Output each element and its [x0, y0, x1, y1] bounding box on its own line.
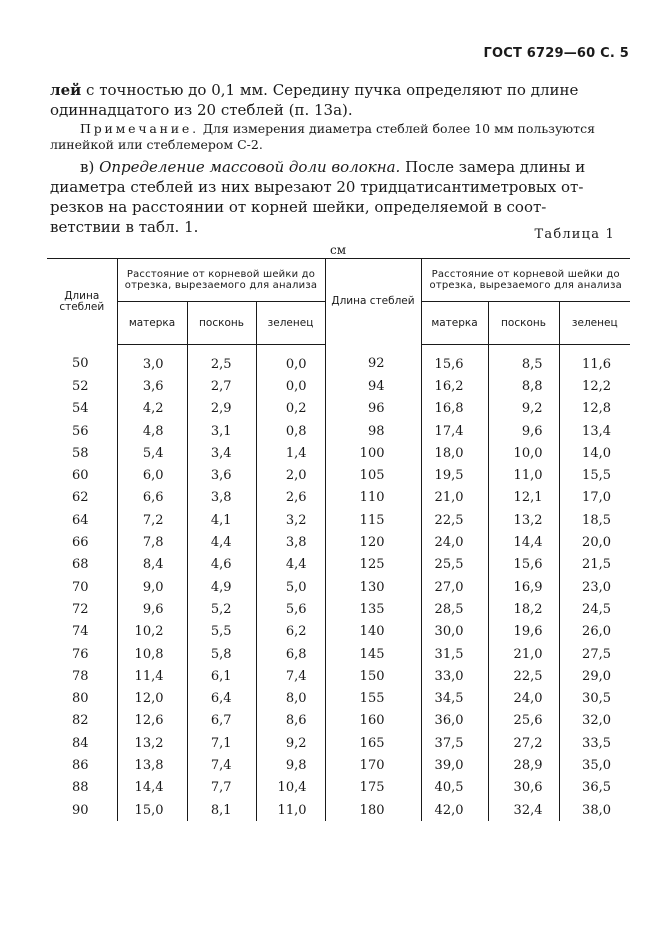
table-cell: 10,4 [256, 777, 325, 799]
table-row [47, 799, 630, 821]
table-cell: 32,4 [488, 799, 559, 821]
header-group-right: Расстояние от корневой шейки до отрезка, вырезаемого для анализа [421, 259, 630, 302]
table-cell: 70 [71, 579, 89, 595]
table-cell: 7,1 [187, 732, 256, 754]
table-cell: 12,6 [117, 710, 187, 732]
table-cell: 125 [325, 554, 421, 576]
table-row [47, 554, 630, 576]
table-cell: 3,6 [117, 375, 187, 397]
table-cell: 64 [71, 512, 89, 528]
note-label: Примечание. [80, 121, 199, 136]
table-cell: 60 [71, 468, 89, 484]
table-cell: 19,6 [488, 621, 559, 643]
table-cell: 34,5 [421, 687, 488, 709]
table-cell: 115 [325, 509, 421, 531]
table-cell: 105 [325, 464, 421, 486]
table-cell: 145 [325, 643, 421, 665]
table-cell: 23,0 [559, 576, 630, 598]
paragraph-2-prefix: в) [80, 158, 95, 176]
table-row [47, 643, 630, 665]
paragraph-2-line4: ветствии в табл. 1. [50, 218, 199, 236]
table-row [47, 375, 630, 397]
table-label: Таблица 1 [534, 227, 615, 242]
table-cell: 24,5 [559, 598, 630, 620]
table-cell: 150 [325, 665, 421, 687]
table-row [47, 464, 630, 486]
table-cell: 25,5 [421, 554, 488, 576]
table-cell: 14,4 [488, 531, 559, 553]
table-cell: 7,7 [187, 777, 256, 799]
table-cell: 21,0 [488, 643, 559, 665]
paragraph-2-line1: После замера длины и [405, 158, 586, 176]
table-cell: 10,8 [117, 643, 187, 665]
table-cell: 98 [325, 420, 421, 442]
table-cell: 3,2 [256, 509, 325, 531]
table-cell: 33,0 [421, 665, 488, 687]
table-cell: 22,5 [421, 509, 488, 531]
table-cell: 8,4 [117, 554, 187, 576]
table-cell: 170 [325, 754, 421, 776]
table-cell: 8,5 [488, 345, 559, 376]
table-cell: 160 [325, 710, 421, 732]
table-cell: 3,8 [187, 487, 256, 509]
table-cell: 2,0 [256, 464, 325, 486]
table-cell: 3,6 [187, 464, 256, 486]
table-cell: 9,6 [117, 598, 187, 620]
table-cell: 5,4 [117, 442, 187, 464]
table-cell: 7,8 [117, 531, 187, 553]
table-cell: 100 [325, 442, 421, 464]
table-cell: 74 [71, 624, 89, 640]
table-cell: 58 [71, 445, 89, 461]
table-cell: 17,4 [421, 420, 488, 442]
table-row [47, 621, 630, 643]
table-cell: 18,5 [559, 509, 630, 531]
table-cell: 28,9 [488, 754, 559, 776]
table-cell: 86 [71, 757, 89, 773]
table-cell: 0,8 [256, 420, 325, 442]
table-cell: 12,0 [117, 687, 187, 709]
table-cell: 31,5 [421, 643, 488, 665]
table-cell: 4,9 [187, 576, 256, 598]
table-cell: 14,4 [117, 777, 187, 799]
table-cell: 39,0 [421, 754, 488, 776]
table-cell: 92 [325, 345, 421, 376]
table-cell: 11,6 [559, 345, 630, 376]
table-cell: 72 [71, 601, 89, 617]
header-poskon-right: посконь [488, 302, 559, 345]
table-cell: 66 [71, 535, 89, 551]
table-cell: 13,2 [117, 732, 187, 754]
table-cell: 38,0 [559, 799, 630, 821]
table-row [47, 442, 630, 464]
table-row [47, 576, 630, 598]
table-cell: 130 [325, 576, 421, 598]
table-cell: 15,0 [117, 799, 187, 821]
table-cell: 11,0 [488, 464, 559, 486]
table-cell: 4,6 [187, 554, 256, 576]
table-cell: 5,8 [187, 643, 256, 665]
header-materka-left: матерка [117, 302, 187, 345]
header-zelenets-left: зеленец [256, 302, 325, 345]
table-cell: 62 [71, 490, 89, 506]
table-cell: 3,4 [187, 442, 256, 464]
table-row [47, 509, 630, 531]
table-cell: 19,5 [421, 464, 488, 486]
table-body [47, 345, 630, 822]
table-cell: 2,7 [187, 375, 256, 397]
table-cell: 16,8 [421, 398, 488, 420]
table-cell: 4,4 [256, 554, 325, 576]
table-cell: 56 [71, 423, 89, 439]
header-group-left: Расстояние от корневой шейки до отрезка, вырезаемого для анализа [117, 259, 325, 302]
table-cell: 42,0 [421, 799, 488, 821]
table-cell: 27,5 [559, 643, 630, 665]
paragraph-2-line3: резков на расстоянии от корней шейки, определяемой в соот- [50, 198, 547, 216]
table-cell: 13,8 [117, 754, 187, 776]
table-cell: 5,6 [256, 598, 325, 620]
paragraph-2-line2: диаметра стеблей из них вырезают 20 тридцатисантиметровых от- [50, 178, 584, 196]
table-row [47, 777, 630, 799]
table-cell: 33,5 [559, 732, 630, 754]
table-cell: 7,4 [187, 754, 256, 776]
data-table [47, 258, 630, 821]
table-cell: 68 [71, 557, 89, 573]
table-row [47, 420, 630, 442]
table-cell: 32,0 [559, 710, 630, 732]
table-cell: 90 [71, 802, 89, 818]
table-row [47, 531, 630, 553]
table-cell: 6,7 [187, 710, 256, 732]
table-cell: 50 [71, 356, 89, 372]
table-cell: 9,2 [488, 398, 559, 420]
table-cell: 15,5 [559, 464, 630, 486]
table-cell: 24,0 [488, 687, 559, 709]
table-cell: 12,2 [559, 375, 630, 397]
table-cell: 155 [325, 687, 421, 709]
paragraph-1-line1: с точностью до 0,1 мм. Середину пучка определяют по длине [86, 81, 579, 99]
note-line2: линейкой или стеблемером С-2. [50, 137, 263, 152]
table-cell: 30,5 [559, 687, 630, 709]
table-cell: 21,5 [559, 554, 630, 576]
table-row [47, 732, 630, 754]
paragraph-1 [50, 80, 630, 120]
table-cell: 4,1 [187, 509, 256, 531]
table-cell: 10,0 [488, 442, 559, 464]
table-cell: 165 [325, 732, 421, 754]
table-cell: 52 [71, 378, 89, 394]
table-cell: 27,2 [488, 732, 559, 754]
table-cell: 37,5 [421, 732, 488, 754]
document-header: ГОСТ 6729—60 С. 5 [483, 46, 629, 61]
table-row [47, 710, 630, 732]
paragraph-2 [50, 157, 630, 237]
table-cell: 140 [325, 621, 421, 643]
table-row [47, 487, 630, 509]
header-materka-right: матерка [421, 302, 488, 345]
table-cell: 35,0 [559, 754, 630, 776]
header-length-left: Длина стеблей [47, 259, 117, 345]
table-cell: 36,0 [421, 710, 488, 732]
table-cell: 0,2 [256, 398, 325, 420]
table-cell: 6,6 [117, 487, 187, 509]
table-cell: 8,1 [187, 799, 256, 821]
table-cell: 80 [71, 691, 89, 707]
table-cell: 3,0 [117, 345, 187, 376]
table-row [47, 345, 630, 376]
table-cell: 17,0 [559, 487, 630, 509]
table-cell: 28,5 [421, 598, 488, 620]
table-cell: 9,0 [117, 576, 187, 598]
table-cell: 4,8 [117, 420, 187, 442]
table-cell: 26,0 [559, 621, 630, 643]
table-cell: 135 [325, 598, 421, 620]
table-cell: 8,6 [256, 710, 325, 732]
table-cell: 0,0 [256, 375, 325, 397]
table-cell: 88 [71, 780, 89, 796]
table-cell: 18,2 [488, 598, 559, 620]
table-cell: 120 [325, 531, 421, 553]
paragraph-1-line2: одиннадцатого из 20 стеблей (п. 13а). [50, 101, 353, 119]
table-cell: 180 [325, 799, 421, 821]
table-cell: 82 [71, 713, 89, 729]
table-cell: 8,8 [488, 375, 559, 397]
table-cell: 21,0 [421, 487, 488, 509]
table-cell: 29,0 [559, 665, 630, 687]
table-cell: 6,4 [187, 687, 256, 709]
table-cell: 3,8 [256, 531, 325, 553]
table-cell: 20,0 [559, 531, 630, 553]
table-cell: 13,4 [559, 420, 630, 442]
table-cell: 25,6 [488, 710, 559, 732]
table-cell: 54 [71, 401, 89, 417]
table-cell: 13,2 [488, 509, 559, 531]
table-cell: 84 [71, 735, 89, 751]
table-cell: 5,2 [187, 598, 256, 620]
header-length-right: Длина стеблей [325, 259, 421, 345]
table-cell: 16,2 [421, 375, 488, 397]
table-cell: 1,4 [256, 442, 325, 464]
note-line1: Для измерения диаметра стеблей более 10 мм пользуются [202, 121, 595, 136]
table-row [47, 687, 630, 709]
table-cell: 40,5 [421, 777, 488, 799]
table-cell: 9,6 [488, 420, 559, 442]
table-cell: 5,0 [256, 576, 325, 598]
table-cell: 15,6 [421, 345, 488, 376]
table-cell: 6,8 [256, 643, 325, 665]
table-cell: 12,1 [488, 487, 559, 509]
table-cell: 36,5 [559, 777, 630, 799]
header-poskon-left: посконь [187, 302, 256, 345]
table-cell: 27,0 [421, 576, 488, 598]
table-cell: 9,8 [256, 754, 325, 776]
table-cell: 22,5 [488, 665, 559, 687]
table-row [47, 398, 630, 420]
table-cell: 7,2 [117, 509, 187, 531]
table-cell: 76 [71, 646, 89, 662]
table-cell: 9,2 [256, 732, 325, 754]
table-cell: 11,0 [256, 799, 325, 821]
paragraph-2-heading: Определение массовой доли волокна. [99, 158, 401, 176]
note [50, 121, 630, 153]
table-cell: 6,2 [256, 621, 325, 643]
table-cell: 5,5 [187, 621, 256, 643]
table-cell: 7,4 [256, 665, 325, 687]
table-unit: см [330, 243, 347, 257]
table-row [47, 665, 630, 687]
table-cell: 30,0 [421, 621, 488, 643]
table-cell: 11,4 [117, 665, 187, 687]
table-cell: 18,0 [421, 442, 488, 464]
table-cell: 94 [325, 375, 421, 397]
table-cell: 78 [71, 668, 89, 684]
table-cell: 24,0 [421, 531, 488, 553]
table-cell: 16,9 [488, 576, 559, 598]
table-cell: 4,4 [187, 531, 256, 553]
table-cell: 12,8 [559, 398, 630, 420]
table-cell: 8,0 [256, 687, 325, 709]
table-cell: 110 [325, 487, 421, 509]
table-cell: 6,0 [117, 464, 187, 486]
header-zelenets-right: зеленец [559, 302, 630, 345]
table-cell: 10,2 [117, 621, 187, 643]
table-cell: 175 [325, 777, 421, 799]
table-row [47, 598, 630, 620]
table-cell: 30,6 [488, 777, 559, 799]
table-cell: 14,0 [559, 442, 630, 464]
table-cell: 6,1 [187, 665, 256, 687]
table-cell: 2,9 [187, 398, 256, 420]
table-row [47, 754, 630, 776]
table-cell: 4,2 [117, 398, 187, 420]
table-cell: 96 [325, 398, 421, 420]
table-cell: 3,1 [187, 420, 256, 442]
table-cell: 0,0 [256, 345, 325, 376]
paragraph-1-start: лей [50, 81, 82, 99]
table-cell: 15,6 [488, 554, 559, 576]
table-cell: 2,5 [187, 345, 256, 376]
table-cell: 2,6 [256, 487, 325, 509]
